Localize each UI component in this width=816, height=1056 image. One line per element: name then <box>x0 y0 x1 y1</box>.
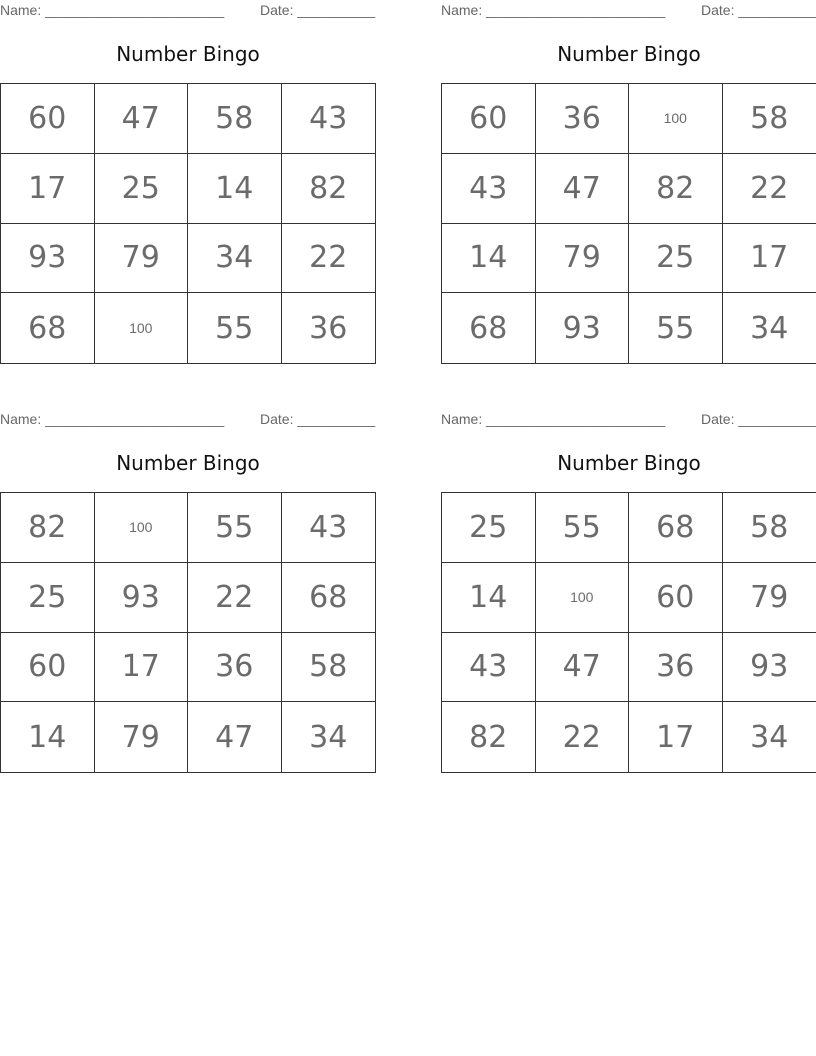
bingo-grid <box>441 83 816 364</box>
bingo-cell: 55 <box>188 293 282 363</box>
card-header-fields <box>0 2 376 20</box>
bingo-cell: 34 <box>750 310 789 346</box>
bingo-cell: 79 <box>536 224 630 294</box>
bingo-cell: 43 <box>282 493 376 563</box>
bingo-grid <box>441 492 816 773</box>
bingo-cell: 68 <box>629 493 723 563</box>
card-title: Number Bingo <box>116 42 260 66</box>
bingo-cell: 79 <box>723 563 816 633</box>
bingo-cell: 25 <box>629 224 723 294</box>
bingo-cell: 25 <box>442 493 536 563</box>
bingo-cell: 60 <box>1 633 95 703</box>
name-field-label: Name: _______________________ <box>441 2 666 18</box>
bingo-cell: 43 <box>442 633 536 703</box>
bingo-cell: 82 <box>282 154 376 224</box>
bingo-cell: 36 <box>536 84 630 154</box>
bingo-cell: 79 <box>95 702 189 772</box>
bingo-cell: 43 <box>442 154 536 224</box>
bingo-cell: 36 <box>309 310 348 346</box>
card-header-fields <box>0 411 376 429</box>
bingo-cell: 100 <box>536 563 630 633</box>
bingo-cell: 93 <box>536 293 630 363</box>
date-field-label: Date: __________ <box>260 411 376 427</box>
card-title: Number Bingo <box>557 42 701 66</box>
bingo-cell: 60 <box>629 563 723 633</box>
bingo-cell: 68 <box>442 293 536 363</box>
bingo-cell: 14 <box>442 563 536 633</box>
bingo-cell: 100 <box>629 84 723 154</box>
bingo-cell: 58 <box>723 493 816 563</box>
card-header-fields <box>441 2 816 20</box>
bingo-cell: 14 <box>1 702 95 772</box>
bingo-cell: 17 <box>1 154 95 224</box>
card-title: Number Bingo <box>557 451 701 475</box>
bingo-cell: 60 <box>1 84 95 154</box>
bingo-cell: 43 <box>282 84 376 154</box>
bingo-cell: 68 <box>1 293 95 363</box>
bingo-cell: 47 <box>188 702 282 772</box>
bingo-cell: 68 <box>282 563 376 633</box>
bingo-cell: 58 <box>282 633 376 703</box>
bingo-grid <box>0 492 376 773</box>
bingo-cell: 17 <box>629 702 723 772</box>
bingo-cell: 82 <box>1 493 95 563</box>
bingo-cell: 58 <box>188 84 282 154</box>
bingo-cell: 22 <box>282 224 376 294</box>
bingo-cell: 100 <box>95 493 189 563</box>
card-title: Number Bingo <box>116 451 260 475</box>
bingo-cell: 17 <box>95 633 189 703</box>
bingo-cell: 47 <box>95 84 189 154</box>
bingo-cell: 79 <box>95 224 189 294</box>
bingo-cell: 14 <box>188 154 282 224</box>
bingo-cell: 55 <box>536 493 630 563</box>
bingo-cell: 47 <box>536 154 630 224</box>
date-field-label: Date: __________ <box>260 2 376 18</box>
bingo-cell: 36 <box>188 633 282 703</box>
bingo-cell: 22 <box>723 154 816 224</box>
bingo-cell: 36 <box>629 633 723 703</box>
bingo-cell: 14 <box>442 224 536 294</box>
bingo-cell: 17 <box>723 224 816 294</box>
bingo-cell: 34 <box>188 224 282 294</box>
bingo-cell: 55 <box>188 493 282 563</box>
bingo-cell: 55 <box>629 293 723 363</box>
date-field-label: Date: __________ <box>701 2 816 18</box>
name-field-label: Name: _______________________ <box>0 2 225 18</box>
bingo-cell: 25 <box>1 563 95 633</box>
card-header-fields <box>441 411 816 429</box>
bingo-cell: 34 <box>750 719 789 755</box>
bingo-cell: 47 <box>536 633 630 703</box>
name-field-label: Name: _______________________ <box>441 411 666 427</box>
bingo-cell: 82 <box>442 702 536 772</box>
bingo-cell: 22 <box>188 563 282 633</box>
bingo-cell: 22 <box>536 702 630 772</box>
bingo-cell: 34 <box>309 719 348 755</box>
bingo-cell: 93 <box>95 563 189 633</box>
bingo-grid <box>0 83 376 364</box>
bingo-cell: 25 <box>95 154 189 224</box>
bingo-cell: 93 <box>1 224 95 294</box>
bingo-cell: 60 <box>442 84 536 154</box>
date-field-label: Date: __________ <box>701 411 816 427</box>
bingo-cell: 100 <box>95 293 189 363</box>
bingo-cell: 58 <box>723 84 816 154</box>
bingo-cell: 82 <box>629 154 723 224</box>
name-field-label: Name: _______________________ <box>0 411 225 427</box>
bingo-cell: 93 <box>723 633 816 703</box>
